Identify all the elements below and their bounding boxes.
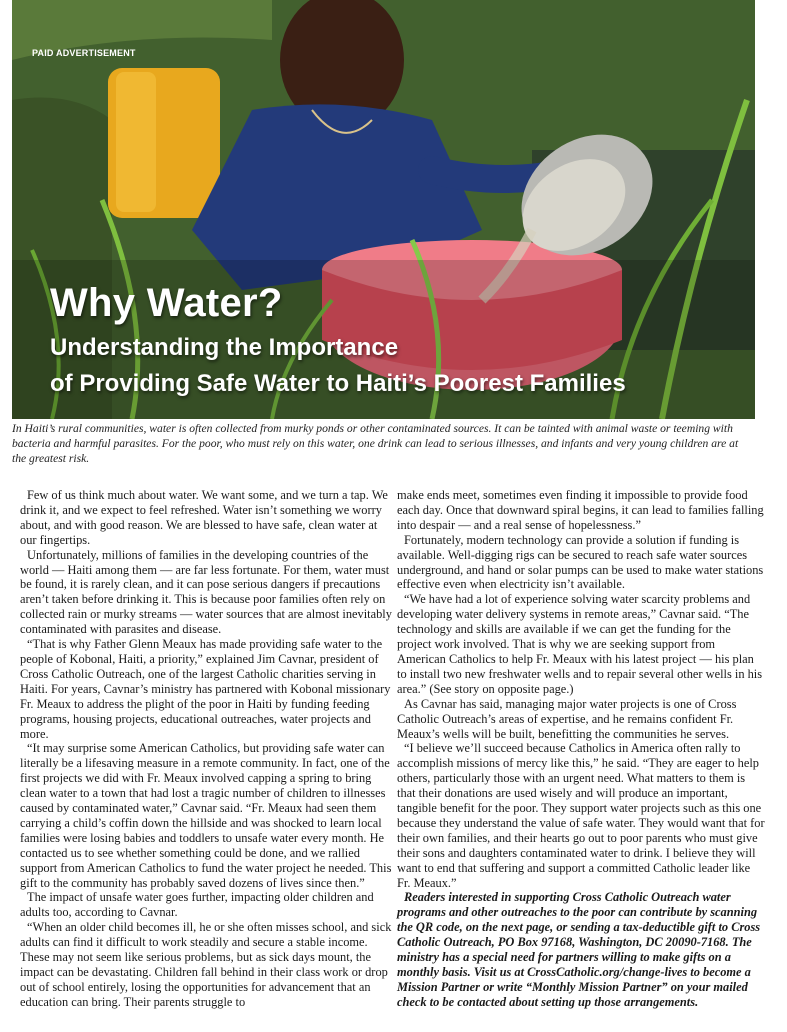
paragraph: As Cavnar has said, managing major water projects is one of Cross Catholic Outreach’s areas of expertise, and he remains confident Fr. Meaux’s wells will be built, benefitting the communities he serves. (397, 696, 737, 741)
paragraph: Unfortunately, millions of families in the developing countries of the world — Haiti among them — are far less fortunate. For them, water must be found, it is rarely clean, and it can pose serious dangers if precautions aren’t taken before drinking it. This is because poor families often rely on collected rain or murky streams — water sources that are almost inevitably contaminated with parasites and disease. (20, 547, 392, 637)
paragraph-continued: make ends meet, sometimes even finding it impossible to provide food each day. Once that downward spiral begins, it can lead to families falling into despair — and a real sense of hopelessness.” (397, 488, 764, 532)
headline (50, 280, 626, 402)
paragraph: Fortunately, modern technology can provide a solution if funding is available. Well-digging rigs can be secured to reach safe water sources underground, and hand or solar pumps can be used to make water stations effective even when electricity isn’t available. (397, 532, 764, 592)
page-subtitle (50, 330, 626, 402)
page-title: Why Water? (50, 281, 283, 325)
paragraph: “I believe we’ll succeed because Catholics in America often rally to accomplish missions of mercy like this,” he said. “They are eager to help others, particularly those with an urgent need. What matters to them is that their donations are used wisely and will produce an important, tangible benefit for the poor. They support water projects such as this one because they understand the value of safe water. They would want that for their own families, and their hearts go out to poor parents who must give their sons and daughters contaminated water to drink. I believe they will want to end that suffering and support a committed Catholic leader like Fr. Meaux.” (397, 741, 765, 890)
article-column-right (397, 488, 765, 1010)
photo-caption: In Haiti’s rural communities, water is often collected from murky ponds or other contaminated sources. It can be tainted with animal waste or teeming with bacteria and harmful parasites. For the poor, who must rely on this water, one drink can lead to serious illnesses, and infants and very young children are at the greatest risk. (12, 422, 739, 465)
article-column-left (20, 488, 392, 1010)
paragraph: “When an older child becomes ill, he or she often misses school, and sick adults can find it difficult to work steadily and secure a stable income. These may not seem like serious problems, but as sick days mount, the impact can be devastating. Children fall behind in their class work or drop out of school entirely, losing the opportunities for advancement that an education can bring. Their parents struggle to (20, 920, 392, 1009)
subtitle-line-2: of Providing Safe Water to Haiti’s Poorest Families (50, 370, 626, 397)
paid-advertisement-label: PAID ADVERTISEMENT (32, 48, 136, 58)
hero-photo (12, 0, 755, 419)
subtitle-line-1: Understanding the Importance (50, 334, 399, 361)
donation-appeal: Readers interested in supporting Cross Catholic Outreach water programs and other outreaches to the poor can contribute by scanning the QR code, on the next page, or sending a tax-deductible gift to Cross Catholic Outreach, PO Box 97168, Washington, DC 20090-7168. The ministry has a special need for partners willing to make gifts on a monthly basis. Visit us at CrossCatholic.org/change-lives to become a Mission Partner or write “Monthly Mission Partner” on your mailed check to be contacted about setting up those arrangements. (397, 890, 761, 1009)
paragraph: “We have had a lot of experience solving water scarcity problems and developing water delivery systems in remote areas,” Cavnar said. “The technology and skills are available if we can get the funding for the project work involved. That is why we are seeking support from American Catholics to help Fr. Meaux with his latest project — his plan to install two new freshwater wells and to repair several other wells in his area.” (See story on opposite page.) (397, 592, 763, 696)
paragraph: The impact of unsafe water goes further, impacting older children and adults too, according to Cavnar. (20, 890, 374, 920)
paragraph: “It may surprise some American Catholics, but providing safe water can literally be a lifesaving measure in a remote community. In fact, one of the first projects we did with Fr. Meaux involved capping a spring to bring clean water to a town that had lost a tragic number of children to illnesses caused by contaminated water,” Cavnar said. “Fr. Meaux had seen them carrying a child’s coffin down the hillside and was shocked to learn local families were losing babies and toddlers to unsafe water every month. He contacted us to see whether something could be done, and we rallied support from American Catholics to fund the water project he needed. This gift to the community has probably saved dozens of lives since then.” (20, 741, 392, 890)
paragraph: Few of us think much about water. We want some, and we turn a tap. We drink it, and we expect to feel refreshed. Water isn’t something we worry about, and with good reason. We are blessed to have safe, clean water at our fingertips. (20, 488, 388, 547)
paragraph: “That is why Father Glenn Meaux has made providing safe water to the people of Kobonal, Haiti, a priority,” explained Jim Cavnar, president of Cross Catholic Outreach, one of the largest Catholic charities serving in Haiti. For years, Cavnar’s ministry has partnered with Kobonal missionary Fr. Meaux to address the plight of the poor in Haiti by funding feeding programs, housing projects, educational outreaches, water projects and more. (20, 637, 391, 741)
